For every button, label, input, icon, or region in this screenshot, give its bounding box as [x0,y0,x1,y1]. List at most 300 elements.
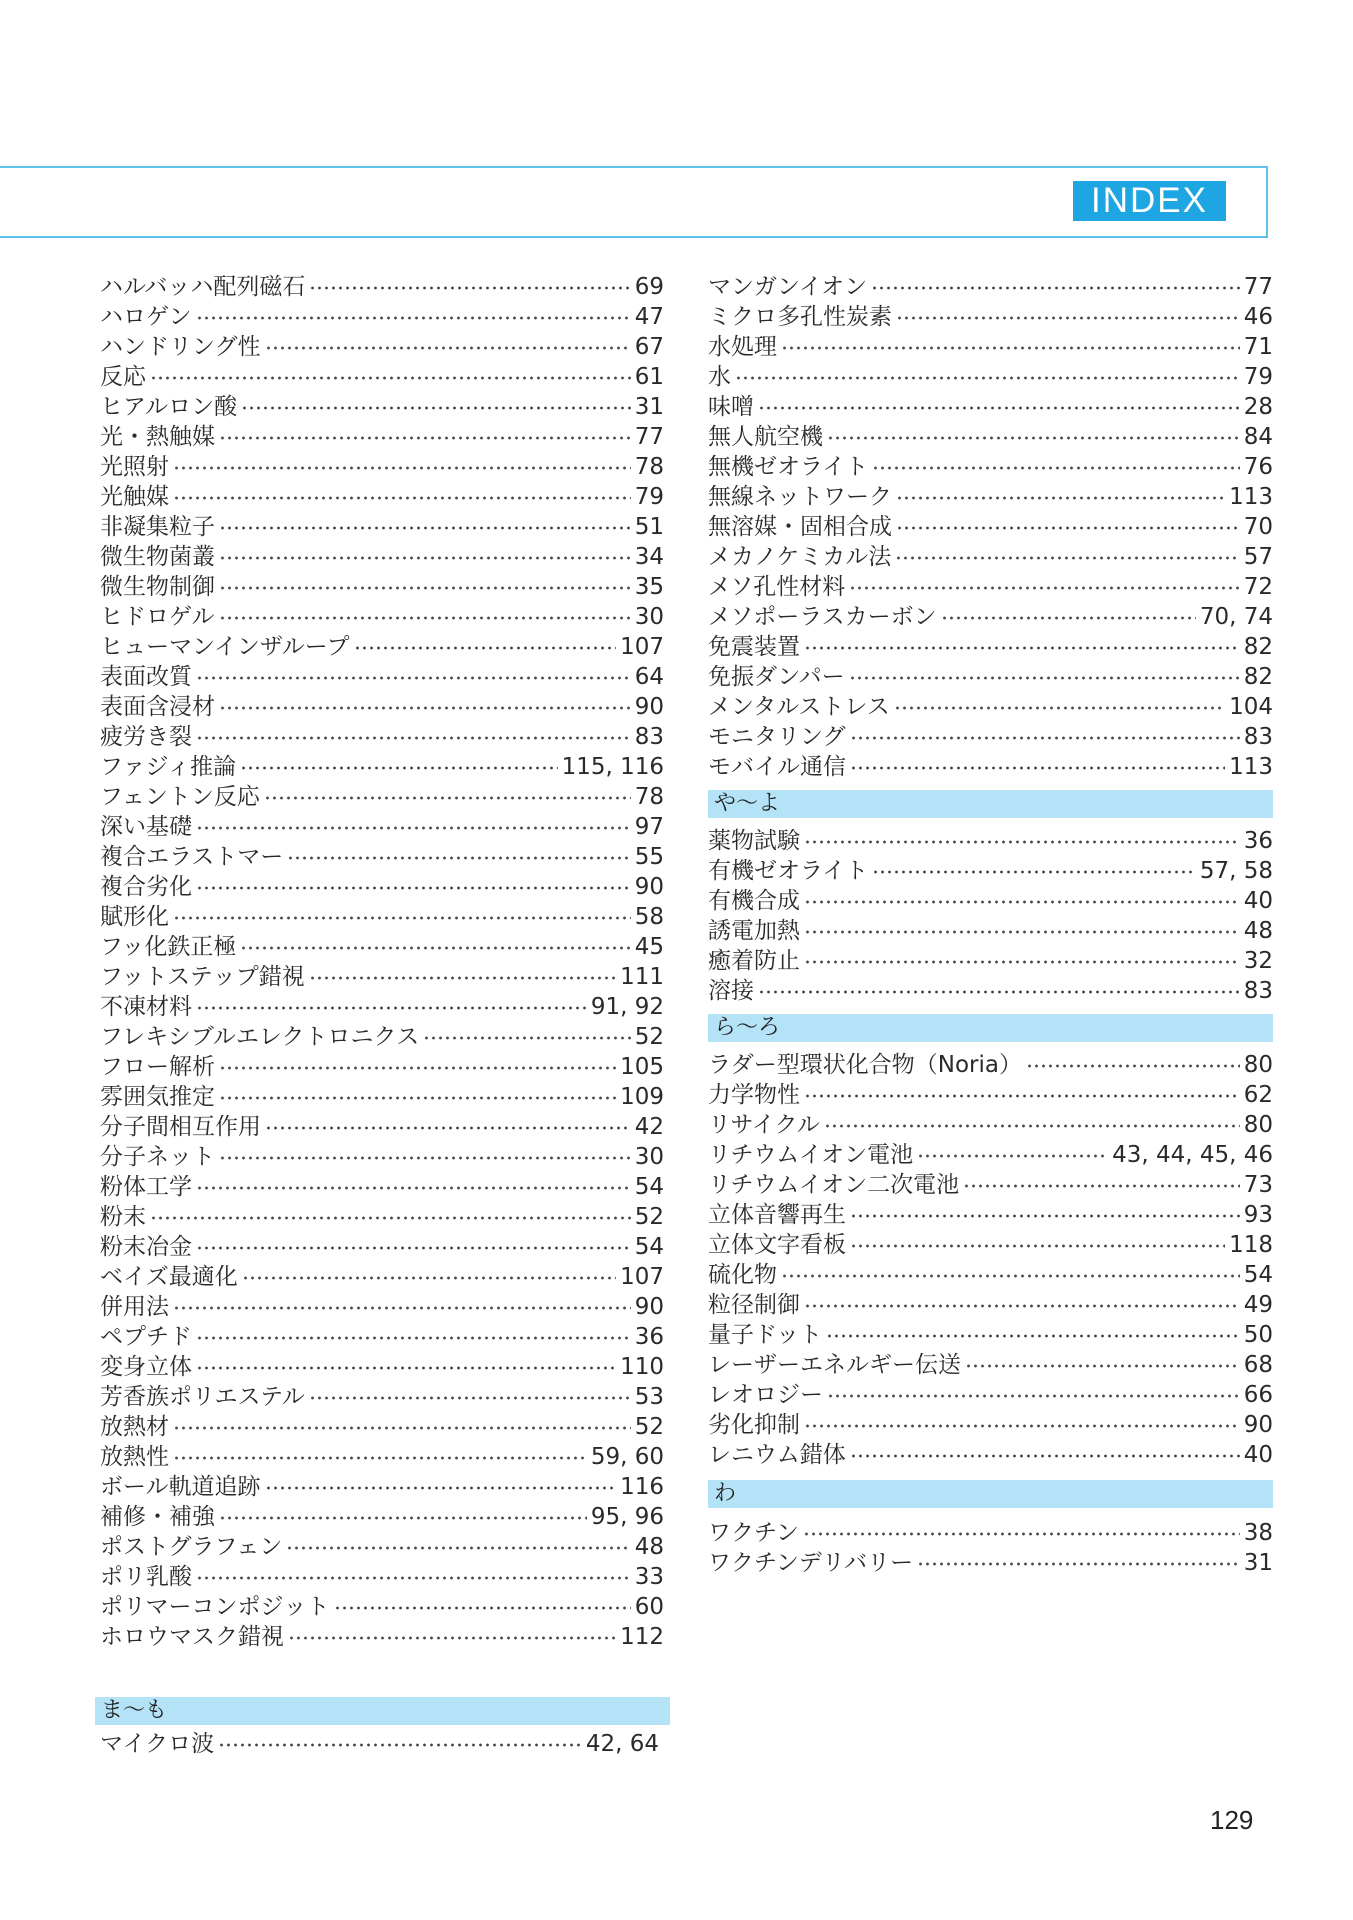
index-term: 粉体工学 [100,1174,192,1200]
index-page-ref: 64 [634,664,664,690]
dot-leader [827,1394,1240,1398]
index-entry [708,1230,1273,1260]
dot-leader [196,1366,616,1370]
dot-leader [173,1456,587,1460]
index-entry [708,1320,1273,1350]
dot-leader [941,616,1196,620]
index-page-ref: 61 [634,364,664,390]
entry-list [708,1518,1273,1578]
index-page-ref: 52 [634,1414,664,1440]
dot-leader [804,840,1240,844]
index-term: モバイル通信 [708,754,846,780]
index-entry [100,722,664,752]
dot-leader [804,960,1240,964]
index-page-ref: 68 [1243,1352,1273,1378]
index-entry [708,572,1273,602]
dot-leader [240,946,630,950]
index-entry [100,992,664,1022]
dot-leader [196,736,631,740]
index-page-ref: 60 [634,1594,664,1620]
index-entry [100,842,664,872]
dot-leader [758,990,1240,994]
index-term: ハロゲン [100,304,192,330]
index-term: 補修・補強 [100,1504,215,1530]
dot-leader [240,766,557,770]
index-page-ref: 48 [1243,918,1273,944]
index-term: リチウムイオン二次電池 [708,1172,960,1198]
index-entry [708,1290,1273,1320]
index-entry [708,1410,1273,1440]
dot-leader [173,1426,631,1430]
index-term: ワクチン [708,1520,799,1546]
index-entry [100,1472,664,1502]
dot-leader [872,466,1239,470]
dot-leader [850,1244,1225,1248]
index-term: 無溶媒・固相合成 [708,514,892,540]
dot-leader [896,496,1225,500]
index-page-ref: 112 [620,1624,664,1650]
dot-leader [871,286,1240,290]
index-term: ワクチンデリバリー [708,1550,914,1576]
dot-leader [219,1066,616,1070]
dot-leader [173,496,631,500]
index-term: ペプチド [100,1324,192,1350]
dot-leader [219,436,631,440]
index-entry [100,1022,664,1052]
index-term: 光触媒 [100,484,169,510]
index-entry [100,632,664,662]
index-term: フレキシブルエレクトロニクス [100,1024,420,1050]
index-entry [708,272,1273,302]
index-term: 反応 [100,364,146,390]
index-entry [100,1382,664,1412]
index-term: フェントン反応 [100,784,260,810]
index-term: 粉末 [100,1204,146,1230]
index-entry [708,482,1273,512]
index-page-ref: 58 [634,904,664,930]
index-term: 疲労き裂 [100,724,192,750]
index-entry [708,392,1273,422]
dot-leader [150,1216,631,1220]
index-page-ref: 110 [620,1354,664,1380]
index-page-ref: 40 [1243,888,1273,914]
index-section-ma [95,1697,659,1759]
index-page-ref: 111 [620,964,664,990]
dot-leader [804,1094,1240,1098]
index-page-ref: 30 [634,604,664,630]
dot-leader [354,646,617,650]
index-page-ref: 62 [1243,1082,1273,1108]
index-entry [708,1110,1273,1140]
dot-leader [196,1006,587,1010]
index-page-ref: 30 [634,1144,664,1170]
index-entry [100,692,664,722]
index-entry [708,946,1273,976]
index-page-ref: 79 [634,484,664,510]
index-term: フットステップ錯視 [100,964,305,990]
dot-leader [287,856,630,860]
dot-leader [219,1516,587,1520]
index-term: 硫化物 [708,1262,777,1288]
index-term: 賦形化 [100,904,169,930]
dot-leader [196,1246,631,1250]
index-entry [100,1202,664,1232]
index-page-ref: 90 [634,1294,664,1320]
dot-leader [150,376,631,380]
index-title: INDEX [1073,181,1226,221]
index-term: 溶接 [708,978,754,1004]
dot-leader [288,1636,616,1640]
index-page-ref: 90 [634,874,664,900]
index-term: 表面含浸材 [100,694,215,720]
dot-leader [894,706,1225,710]
index-page-ref: 42, 64 [585,1731,659,1757]
index-term: レニウム錯体 [708,1442,846,1468]
index-term: 薬物試験 [708,828,800,854]
index-term: ファジィ推論 [100,754,237,780]
index-page-ref: 36 [634,1324,664,1350]
dot-leader [850,1454,1240,1458]
index-term: レーザーエネルギー伝送 [708,1352,961,1378]
index-page-ref: 49 [1243,1292,1273,1318]
index-page-ref: 28 [1243,394,1273,420]
dot-leader [196,676,631,680]
dot-leader [804,1304,1240,1308]
index-entry [708,632,1273,662]
dot-leader [196,826,631,830]
index-term: 放熱材 [100,1414,169,1440]
index-page-ref: 34 [634,544,664,570]
page-number: 129 [1210,1805,1254,1835]
index-term: 免振ダンパー [708,664,845,690]
index-page-ref: 47 [634,304,664,330]
index-term: 深い基礎 [100,814,192,840]
index-page-ref: 67 [634,334,664,360]
index-page-ref: 95, 96 [590,1504,664,1530]
dot-leader [895,556,1239,560]
entry-list [95,1729,659,1759]
index-term: 非凝集粒子 [100,514,215,540]
index-term: フッ化鉄正極 [100,934,237,960]
dot-leader [804,646,1240,650]
index-page-ref: 51 [634,514,664,540]
dot-leader [219,586,631,590]
index-entry [708,602,1273,632]
dot-leader [241,406,631,410]
index-entry [708,1080,1273,1110]
dot-leader [264,796,631,800]
index-entry [708,1200,1273,1230]
dot-leader [219,706,631,710]
index-page-ref: 48 [634,1534,664,1560]
index-entry [100,1532,664,1562]
entry-list [708,272,1273,782]
index-page-ref: 82 [1243,634,1273,660]
index-term: 水 [708,364,731,390]
index-term: ポストグラフェン [100,1534,283,1560]
index-page-ref: 116 [620,1474,664,1500]
index-entry [100,1292,664,1322]
index-term: 微生物制御 [100,574,215,600]
dot-leader [265,1126,631,1130]
dot-leader [309,976,616,980]
index-page-ref: 52 [634,1024,664,1050]
index-term: メソポーラスカーボン [708,604,937,630]
index-page-ref: 105 [620,1054,664,1080]
dot-leader [219,556,631,560]
index-page-ref: 90 [1243,1412,1273,1438]
index-entry [708,1518,1273,1548]
dot-leader [219,616,631,620]
index-entry [100,1052,664,1082]
index-page-ref: 42 [634,1114,664,1140]
index-term: メカノケミカル法 [708,544,892,570]
index-term: 光・熱触媒 [100,424,215,450]
index-term: 有機ゼオライト [708,858,869,884]
index-term: ポリマーコンポジット [100,1594,330,1620]
index-entry [708,886,1273,916]
dot-leader [965,1364,1240,1368]
index-page-ref: 78 [634,454,664,480]
dot-leader [196,1336,631,1340]
index-entry [100,1729,659,1759]
dot-leader [334,1606,631,1610]
index-entry [100,572,664,602]
dot-leader [1026,1064,1240,1068]
index-entry [100,512,664,542]
index-entry [708,1170,1273,1200]
index-term: リサイクル [708,1112,820,1138]
dot-leader [781,1274,1240,1278]
index-page-ref: 83 [1243,978,1273,1004]
dot-leader [309,1396,631,1400]
dot-leader [265,1486,617,1490]
index-page-ref: 71 [1243,334,1273,360]
dot-leader [849,676,1240,680]
index-page-ref: 104 [1229,694,1273,720]
dot-leader [758,406,1240,410]
dot-leader [804,1424,1240,1428]
index-entry [100,332,664,362]
index-term: 無人航空機 [708,424,823,450]
index-entry [100,1592,664,1622]
index-term: レオロジー [708,1382,823,1408]
index-page-ref: 83 [634,724,664,750]
index-page-ref: 33 [634,1564,664,1590]
index-entry [708,452,1273,482]
index-entry [708,1260,1273,1290]
dot-leader [803,1532,1240,1536]
index-page-ref: 46 [1243,304,1273,330]
dot-leader [804,900,1240,904]
index-page-ref: 40 [1243,1442,1273,1468]
index-page-ref: 45 [634,934,664,960]
dot-leader [850,1214,1240,1218]
dot-leader [896,316,1240,320]
index-entry [708,976,1273,1006]
index-entry [708,662,1273,692]
index-term: ラダー型環状化合物（Noria） [708,1052,1022,1078]
index-column-left [100,272,664,1652]
index-entry [100,872,664,902]
index-page-ref: 93 [1243,1202,1273,1228]
dot-leader [423,1036,630,1040]
section-heading: ら〜ろ [708,1014,1273,1042]
section-heading: わ [708,1480,1273,1508]
index-entry [100,482,664,512]
index-entry [100,392,664,422]
index-page-ref: 76 [1243,454,1273,480]
index-page-ref: 50 [1243,1322,1273,1348]
index-term: 無線ネットワーク [708,484,892,510]
index-page-ref: 82 [1243,664,1273,690]
index-page-ref: 31 [634,394,664,420]
dot-leader [781,346,1240,350]
index-page-ref: 69 [634,274,664,300]
index-term: 微生物菌叢 [100,544,215,570]
dot-leader [219,1156,631,1160]
index-entry [708,722,1273,752]
dot-leader [850,766,1225,770]
index-term: 変身立体 [100,1354,192,1380]
dot-leader [850,736,1240,740]
index-entry [100,422,664,452]
index-page-ref: 77 [1243,274,1273,300]
index-term: ヒューマンインザループ [100,634,350,660]
index-term: ポリ乳酸 [100,1564,192,1590]
dot-leader [826,1334,1240,1338]
index-term: ベイズ最適化 [100,1264,238,1290]
index-term: ヒドロゲル [100,604,215,630]
dot-leader [286,1546,630,1550]
index-entry [100,1082,664,1112]
index-entry [708,1380,1273,1410]
index-term: 味噌 [708,394,754,420]
index-page-ref: 97 [634,814,664,840]
index-page-ref: 54 [634,1234,664,1260]
index-term: 有機合成 [708,888,800,914]
index-term: 水処理 [708,334,777,360]
index-page-ref: 66 [1243,1382,1273,1408]
index-entry [708,1350,1273,1380]
index-term: 表面改質 [100,664,192,690]
index-entry [100,1262,664,1292]
index-page-ref: 113 [1229,754,1273,780]
index-page-ref: 54 [634,1174,664,1200]
index-page-ref: 55 [634,844,664,870]
dot-leader [219,526,631,530]
index-term: メンタルストレス [708,694,890,720]
index-term: ハンドリング性 [100,334,261,360]
index-page-ref: 31 [1243,1550,1273,1576]
index-term: 免震装置 [708,634,800,660]
index-term: 癒着防止 [708,948,800,974]
index-entry [708,1140,1273,1170]
index-entry [100,1112,664,1142]
dot-leader [917,1154,1108,1158]
index-page-ref: 83 [1243,724,1273,750]
index-term: 粒径制御 [708,1292,800,1318]
dot-leader [196,1186,631,1190]
index-entry [100,542,664,572]
dot-leader [849,586,1239,590]
index-term: 複合エラストマー [100,844,284,870]
index-entry [708,916,1273,946]
index-entry [100,302,664,332]
dot-leader [196,1576,631,1580]
index-entry [100,452,664,482]
index-entry [708,332,1273,362]
index-page-ref: 72 [1243,574,1273,600]
dot-leader [872,870,1196,874]
index-entry [100,362,664,392]
index-entry [708,542,1273,572]
index-page-ref: 35 [634,574,664,600]
index-page-ref: 113 [1229,484,1273,510]
entry-list [708,826,1273,1006]
index-term: 粉末冶金 [100,1234,192,1260]
index-page-ref: 84 [1243,424,1273,450]
index-entry [100,902,664,932]
index-page-ref: 36 [1243,828,1273,854]
index-term: リチウムイオン電池 [708,1142,914,1168]
index-column-right [708,272,1273,1578]
index-page-ref: 109 [620,1084,664,1110]
index-term: 不凍材料 [100,994,192,1020]
index-term: 併用法 [100,1294,169,1320]
index-entry [100,932,664,962]
index-entry [708,1548,1273,1578]
index-page-ref: 54 [1243,1262,1273,1288]
index-page-ref: 43, 44, 45, 46 [1112,1142,1273,1168]
index-page-ref: 118 [1229,1232,1273,1258]
index-entry [100,1502,664,1532]
index-page-ref: 53 [634,1384,664,1410]
index-page-ref: 78 [634,784,664,810]
index-entry [708,692,1273,722]
index-entry [100,962,664,992]
index-page-ref: 107 [620,634,664,660]
entry-list [708,1050,1273,1470]
index-entry [100,1232,664,1262]
dot-leader [173,1306,631,1310]
dot-leader [896,526,1240,530]
index-entry [100,662,664,692]
index-page-ref: 79 [1243,364,1273,390]
index-page-ref: 59, 60 [590,1444,664,1470]
index-entry [100,1442,664,1472]
index-entry [100,602,664,632]
index-page-ref: 107 [620,1264,664,1290]
index-entry [100,1352,664,1382]
index-entry [100,782,664,812]
dot-leader [196,886,631,890]
dot-leader [824,1124,1240,1128]
index-term: ホロウマスク錯視 [100,1624,284,1650]
index-entry [100,1622,664,1652]
dot-leader [917,1562,1240,1566]
dot-leader [219,1096,616,1100]
index-page-ref: 52 [634,1204,664,1230]
dot-leader [804,930,1240,934]
dot-leader [827,436,1240,440]
index-term: メソ孔性材料 [708,574,846,600]
index-page-ref: 70, 74 [1199,604,1273,630]
index-entry [100,812,664,842]
index-page-ref: 90 [634,694,664,720]
index-term: ヒアルロン酸 [100,394,238,420]
index-term: ミクロ多孔性炭素 [708,304,892,330]
